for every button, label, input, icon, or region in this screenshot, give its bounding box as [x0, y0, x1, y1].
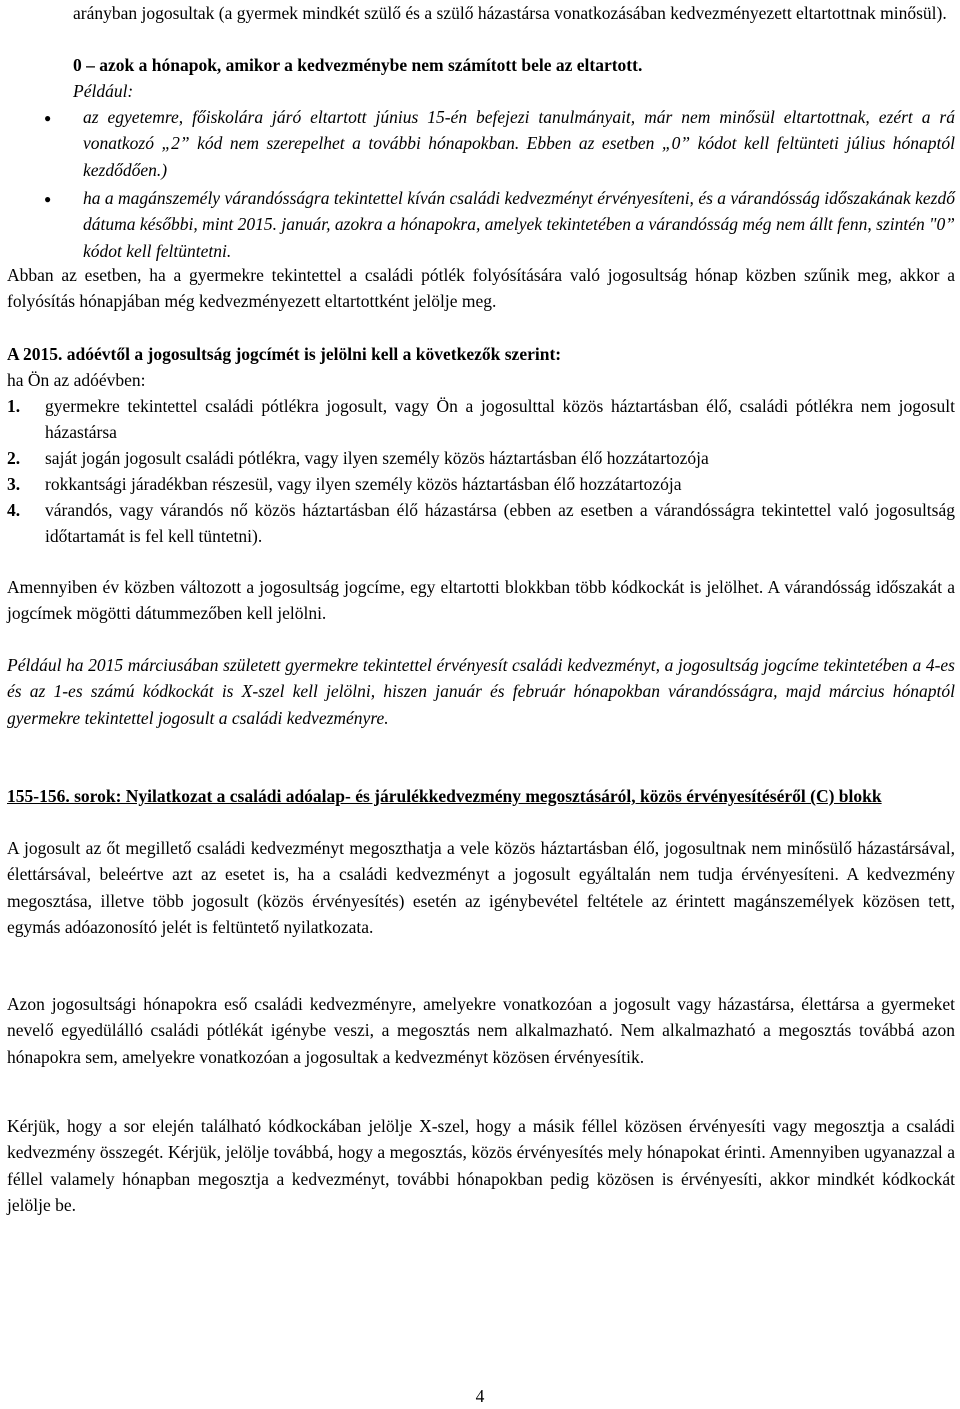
entitlement-subheading: ha Ön az adóévben: — [7, 370, 146, 390]
list-item-number: 3. — [7, 474, 21, 494]
bullet-item: az egyetemre, főiskolára járó eltartott június 15-én befejezi tanulmányait, már nem minősül eltartottnak, ezért a rá vonatkozó „2” kód nem szerepelhet a további hónapokban. Ebben az esetben „0” kódot kell feltünteti július hónaptól kezdődően.) — [83, 107, 955, 180]
list-item: várandós, vagy várandós nő közös háztartásban élő házastársa (ebben az esetben a várandósságra tekintettel való jogosultság időtartamát is fel kell tüntetni). — [45, 500, 955, 547]
entitlement-heading: A 2015. adóévtől a jogosultság jogcímét is jelölni kell a következők szerint: — [7, 344, 562, 364]
paragraph-request: Kérjük, hogy a sor elején található kódkockában jelölje X-szel, hogy a másik féllel közösen érvényesíti vagy megosztja a családi kedvezmény összegét. Kérjük, jelölje továbbá, hogy a megosztás, közös érvényesítés mely hónapokat érinti. Amennyiben ugyanazzal a féllel valamely hónapban megosztja a kedvezményt, további hónapokban pedig közösen is érvényesíti, akkor mindkét kódkockát jelölje be. — [7, 1116, 955, 1215]
paragraph-sharing: A jogosult az őt megillető családi kedvezményt megoszthatja a vele közös háztartásban élő, jogosultnak nem minősülő házastársával, élettársával, beleértve azt az esetet is, ha a családi kedvezményt a jogosult egyáltalán nem tudja érvényesíteni. A kedvezmény megosztása, illetve több jogosult (közös érvényesítés) esetén az igénybevétel feltétele az érintett magánszemélyek közösen tett, egymás adóazonosító jelét is feltüntető nyilatkozata. — [7, 838, 955, 937]
bullet-item: ha a magánszemély várandósságra tekintettel kíván családi kedvezményt érvényesíteni, és a várandósság időszakának kezdő dátuma későbbi, mint 2015. január, azokra a hónapokra, amelyek tekintetében a várandósság még nem állt fenn, szintén "0” kódot kell feltüntetni. — [83, 188, 955, 261]
section-heading: 155-156. sorok: Nyilatkozat a családi adóalap- és járulékkedvezmény megosztásáról, közös érvényesítéséről (C) blokk — [7, 786, 882, 806]
paragraph-family-allowance: Abban az esetben, ha a gyermekre tekintettel a családi pótlék folyósítására való jogosultság hónap közben szűnik meg, akkor a folyósítás hónapjában még kedvezményezett eltartottként jelölje meg. — [7, 265, 955, 312]
paragraph-example: Például ha 2015 márciusában született gyermekre tekintettel érvényesít családi kedvezményt, a jogosultság jogcíme tekintetében a 4-es és az 1-es számú kódkockát is X-szel kell jelölni, hiszen január és február hónapokban várandósságra, majd március hónaptól gyermekre tekintettel jogosult a családi kedvezményre. — [7, 655, 955, 728]
bullet-icon: ● — [44, 192, 52, 206]
intro-continuation: arányban jogosultak (a gyermek mindkét szülő és a szülő házastársa vonatkozásában kedvezményezett eltartottnak minősül). — [73, 3, 947, 23]
list-item-number: 2. — [7, 448, 21, 468]
list-item: gyermekre tekintettel családi pótlékra jogosult, vagy Ön a jogosulttal közös háztartásban élő, családi pótlékra nem jogosult házastársa — [45, 396, 955, 443]
bullet-icon: ● — [44, 111, 52, 125]
list-item-number: 4. — [7, 500, 21, 520]
example-label: Például: — [73, 81, 134, 101]
zero-code-line: 0 – azok a hónapok, amikor a kedvezménybe nem számított bele az eltartott. — [73, 55, 643, 75]
paragraph-single-parent: Azon jogosultsági hónapokra eső családi kedvezményre, amelyekre vonatkozóan a jogosult vagy házastársa, élettársa a gyermeket nevelő egyedülálló családi pótlékát igénybe veszi, a megosztás nem alkalmazható. Nem alkalmazható a megosztás továbbá azon hónapokra sem, amelyekre vonatkozóan a jogosultak a kedvezményt közösen érvényesítik. — [7, 994, 955, 1067]
list-item: rokkantsági járadékban részesül, vagy ilyen személy közös háztartásban élő hozzátartozója — [45, 474, 682, 494]
paragraph-change: Amennyiben év közben változott a jogosultság jogcíme, egy eltartotti blokkban több kódkockát is jelölhet. A várandósság időszakát a jogcímek mögötti dátummezőben kell jelölni. — [7, 577, 955, 624]
page-number: 4 — [475, 1386, 485, 1406]
list-item: saját jogán jogosult családi pótlékra, vagy ilyen személy közös háztartásban élő hozzátartozója — [45, 448, 709, 468]
list-item-number: 1. — [7, 396, 21, 416]
